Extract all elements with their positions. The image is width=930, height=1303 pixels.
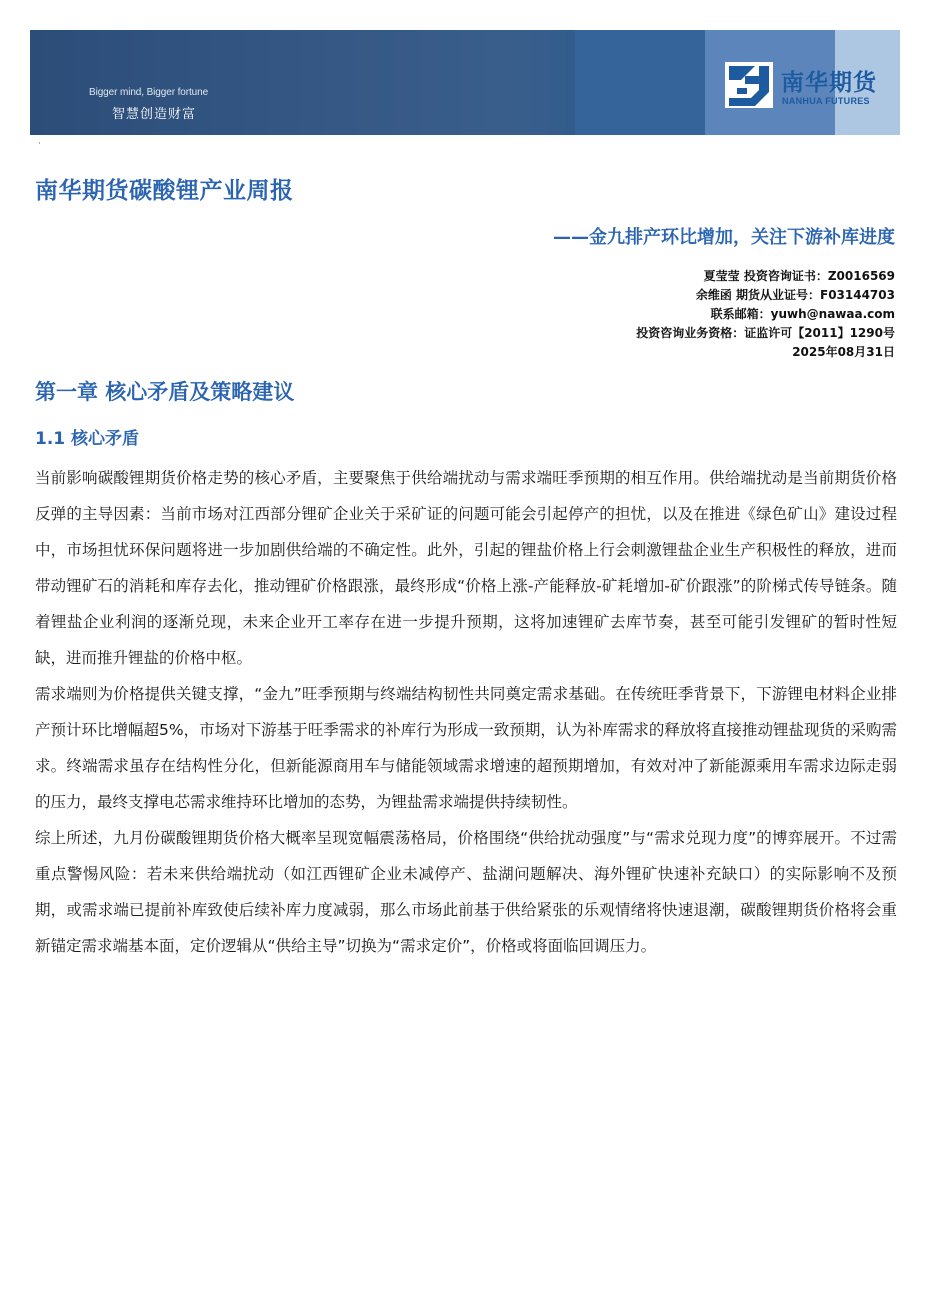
paragraph: 综上所述，九月份碳酸锂期货价格大概率呈现宽幅震荡格局，价格围绕“供给扰动强度”与“需求兑现力度”的博弈展开。不过需重点警惕风险：若未来供给端扰动（如江西锂矿企业未减停产、盐湖问题解决、海外锂矿快速补充缺口）的实际影响不及预期，或需求端已提前补库致使后续补库力度减弱，那么市场此前基于供给紧张的乐观情绪将快速退潮，碳酸锂期货价格将会重新锚定需求端基本面，定价逻辑从“供给主导”切换为“需求定价”，价格或将面临回调压力。	[35, 829, 897, 955]
chapter-title: 第一章 核心矛盾及策略建议	[35, 380, 295, 404]
tagline-en: Bigger mind, Bigger fortune	[89, 87, 209, 98]
tagline-cn: 智慧创造财富	[112, 107, 197, 122]
logo-en: NANHUA FUTURES	[782, 96, 870, 106]
license-line: 投资咨询业务资格：证监许可【2011】1290号	[636, 326, 895, 340]
report-title: 南华期货碳酸锂产业周报	[35, 178, 294, 204]
contact-email: 联系邮箱：yuwh@nawaa.com	[710, 307, 895, 321]
banner-band	[575, 30, 705, 135]
section-title: 1.1 核心矛盾	[35, 429, 140, 449]
author-line: 夏莹莹 投资咨询证书：Z0016569	[703, 269, 895, 283]
page-marker: ·	[38, 139, 41, 149]
author-line: 余维函 期货从业证号：F03144703	[695, 288, 895, 302]
body-text	[35, 460, 897, 964]
header-banner	[30, 30, 900, 135]
nanhua-logo-icon	[725, 62, 773, 108]
author-info	[636, 267, 895, 362]
company-logo	[725, 60, 895, 110]
report-date: 2025年08月31日	[792, 345, 895, 359]
paragraph: 当前影响碳酸锂期货价格走势的核心矛盾，主要聚焦于供给端扰动与需求端旺季预期的相互作用。供给端扰动是当前期货价格反弹的主导因素：当前市场对江西部分锂矿企业关于采矿证的问题可能会引起停产的担忧，以及在推进《绿色矿山》建设过程中，市场担忧环保问题将进一步加剧供给端的不确定性。此外，引起的锂盐价格上行会刺激锂盐企业生产积极性的释放，进而带动锂矿石的消耗和库存去化，推动锂矿价格跟涨，最终形成“价格上涨-产能释放-矿耗增加-矿价跟涨”的阶梯式传导链条。随着锂盐企业利润的逐渐兑现，未来企业开工率存在进一步提升预期，这将加速锂矿去库节奏，甚至可能引发锂矿的暂时性短缺，进而推升锂盐的价格中枢。	[35, 469, 897, 667]
logo-cn: 南华期货	[781, 70, 877, 96]
report-subtitle: ——金九排产环比增加，关注下游补库进度	[553, 227, 895, 248]
paragraph: 需求端则为价格提供关键支撑，“金九”旺季预期与终端结构韧性共同奠定需求基础。在传统旺季背景下，下游锂电材料企业排产预计环比增幅超5%，市场对下游基于旺季需求的补库行为形成一致预期，认为补库需求的释放将直接推动锂盐现货的采购需求。终端需求虽存在结构性分化，但新能源商用车与储能领域需求增速的超预期增加，有效对冲了新能源乘用车需求边际走弱的压力，最终支撑电芯需求维持环比增加的态势，为锂盐需求端提供持续韧性。	[35, 685, 897, 811]
